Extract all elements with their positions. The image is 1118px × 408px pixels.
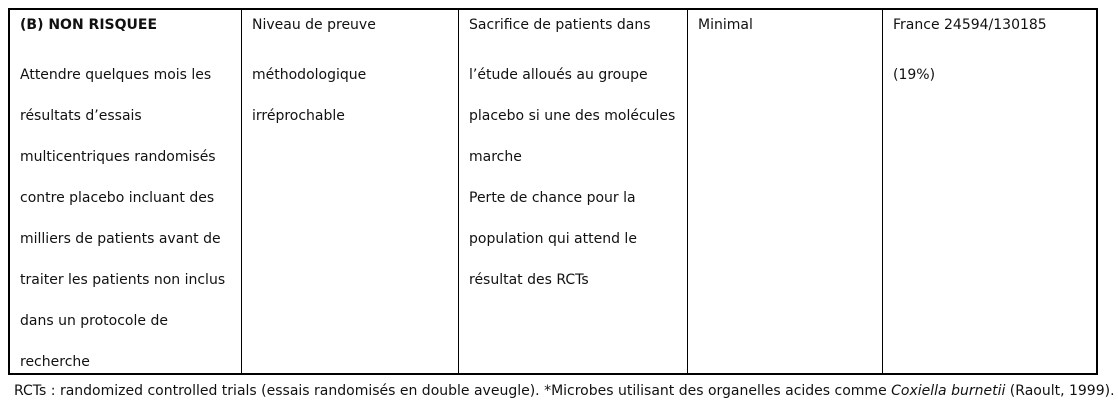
disadvantage-line: Sacrifice de patients dans [469,17,651,33]
strategy-line: contre placebo incluant des [20,190,215,206]
strategy-line: recherche [20,354,90,370]
disadvantage-line: population qui attend le [469,231,637,247]
strategy-line: résultats d’essais [20,108,142,124]
strategy-line: Attendre quelques mois les [20,67,212,83]
disadvantage-line: Perte de chance pour la [469,190,636,206]
strategy-line: milliers de patients avant de [20,231,221,247]
disadvantage-line: marche [469,149,522,165]
disadvantage-line: l’étude alloués au groupe [469,67,648,83]
column-advantage [242,10,459,373]
risk-table [8,8,1098,375]
column-risk-level [688,10,883,373]
strategy-heading: (B) NON RISQUEE [20,17,158,33]
country-percent: (19%) [893,67,936,83]
country-value: France 24594/130185 [893,17,1047,33]
column-strategy [10,10,242,373]
strategy-line: dans un protocole de [20,313,168,329]
disadvantage-line: résultat des RCTs [469,272,589,288]
column-country [883,10,1096,373]
disadvantage-line: placebo si une des molécules [469,108,676,124]
footnote-text: RCTs : randomized controlled trials (essais randomisés en double aveugle). *Microbes utilisant des organelles acides comme [14,383,892,399]
advantage-line: méthodologique [252,67,367,83]
strategy-line: multicentriques randomisés [20,149,216,165]
strategy-line: traiter les patients non inclus [20,272,226,288]
footnote [14,380,1115,402]
risk-level-value: Minimal [698,17,753,33]
advantage-line: Niveau de preuve [252,17,376,33]
advantage-line: irréprochable [252,108,345,124]
footnote-species: Coxiella burnetii [891,383,1006,399]
column-disadvantage [459,10,688,373]
footnote-citation: (Raoult, 1999). [1005,383,1115,399]
